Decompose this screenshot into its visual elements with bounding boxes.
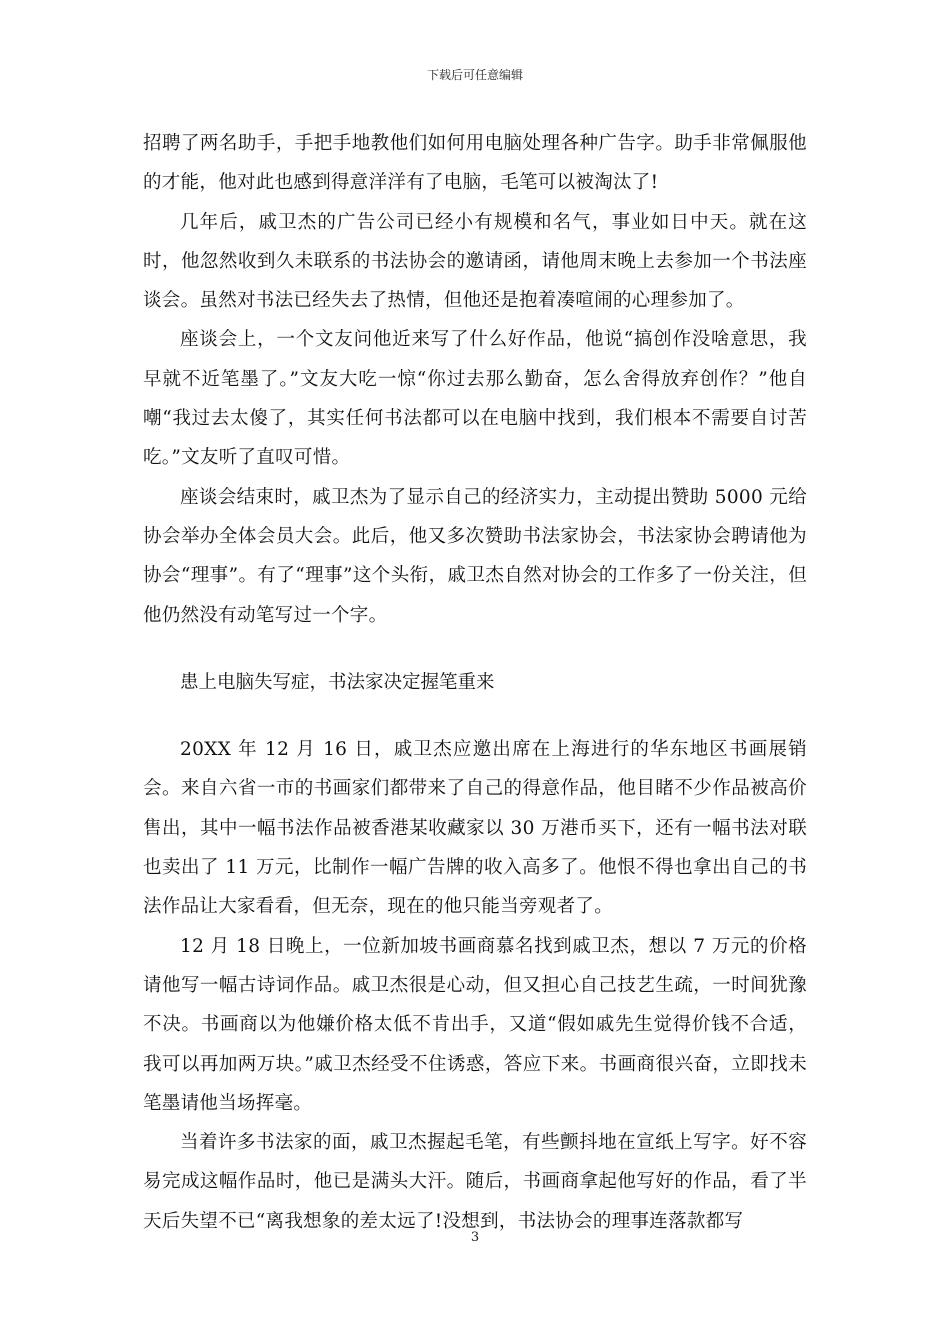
paragraph: 招聘了两名助手，手把手地教他们如何用电脑处理各种广告字。助手非常佩服他的才能，他对此也感到得意洋洋有了电脑，毛笔可以被淘汰了! [143,133,807,194]
page-header: 下载后可任意编辑 [426,68,523,82]
section-heading: 患上电脑失写症，书法家决定握笔重来 [180,671,495,693]
paragraph: 座谈会上，一个文友问他近来写了什么好作品，他说“搞创作没啥意思，我早就不近笔墨了。”文友大吃一惊“你过去那么勤奋，怎么舍得放弃创作？”他自嘲“我过去太傻了，其实任何书法都可以在电脑中找到，我们根本不需要自讨苦吃。”文友听了直叹可惜。 [143,329,807,469]
paragraph: 几年后，戚卫杰的广告公司已经小有规模和名气，事业如日中天。就在这时，他忽然收到久未联系的书法协会的邀请函，请他周末晚上去参加一个书法座谈会。虽然对书法已经失去了热情，但他还是抱着凑喧闹的心理参加了。 [143,211,807,312]
page-number: 3 [470,1230,480,1245]
paragraph: 20XX 年 12 月 16 日，戚卫杰应邀出席在上海进行的华东地区书画展销会。来自六省一市的书画家们都带来了自己的得意作品，他目睹不少作品被高价售出，其中一幅书法作品被香港某收藏家以 30 万港币买下，还有一幅书法对联也卖出了 11 万元，比制作一幅广告牌的收入高多了。他恨不得也拿出自己的书法作品让大家看看，但无奈，现在的他只能当旁观者了。 [143,739,807,918]
paragraph: 当着许多书法家的面，戚卫杰握起毛笔，有些颤抖地在宣纸上写字。好不容易完成这幅作品时，他已是满头大汗。随后，书画商拿起他写好的作品，看了半天后失望不已“离我想象的差太远了!没想到，书法协会的理事连落款都写 [143,1132,807,1232]
paragraph: 座谈会结束时，戚卫杰为了显示自己的经济实力，主动提出赞助 5000 元给协会举办全体会员大会。此后，他又多次赞助书法家协会，书法家协会聘请他为协会“理事”。有了“理事”这个头衔，戚卫杰自然对协会的工作多了一份关注，但他仍然没有动笔写过一个字。 [143,486,807,626]
document-body [143,124,807,1241]
paragraph: 12 月 18 日晚上，一位新加坡书画商慕名找到戚卫杰，想以 7 万元的价格请他写一幅古诗词作品。戚卫杰很是心动，但又担心自己技艺生疏，一时间犹豫不决。书画商以为他嫌价格太低不肯出手，又道“假如戚先生觉得价钱不合适，我可以再加两万块。”戚卫杰经受不住诱惑，答应下来。书画商很兴奋，立即找未笔墨请他当场挥毫。 [143,935,807,1114]
